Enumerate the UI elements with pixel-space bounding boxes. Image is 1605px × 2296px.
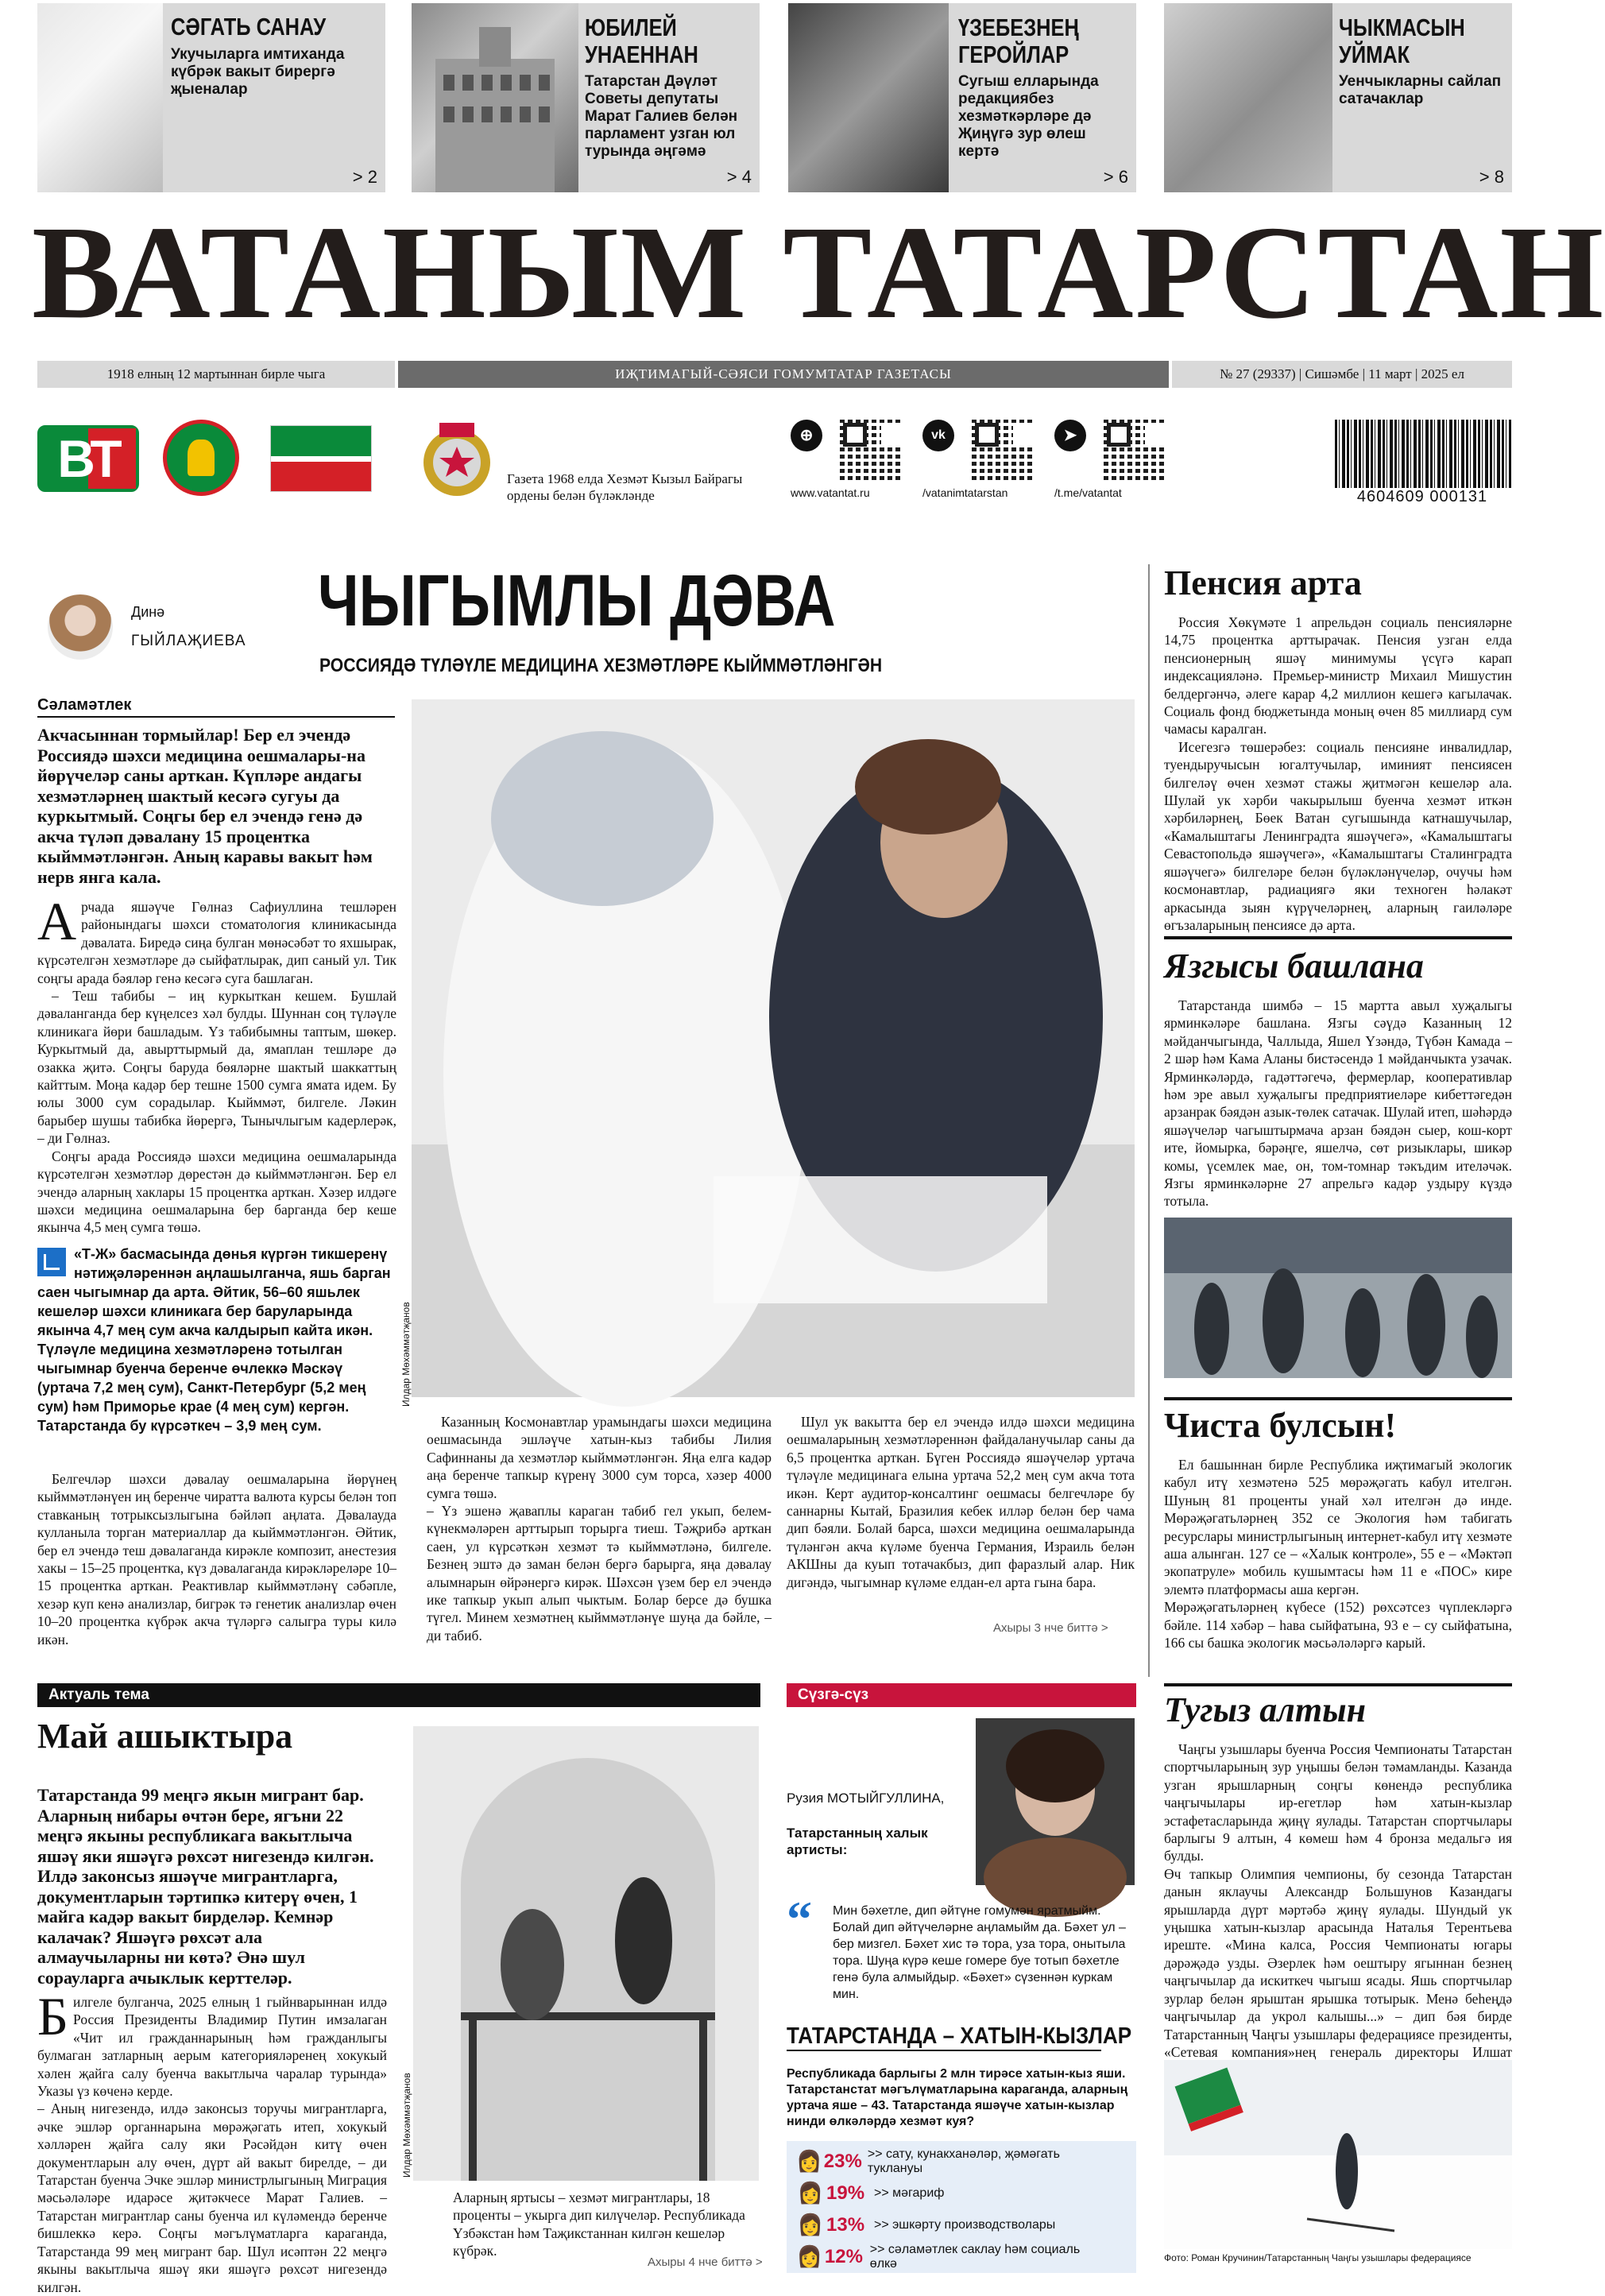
vt-logo[interactable] xyxy=(37,425,139,492)
founded-text: 1918 елның 12 мартыннан бирле чыга xyxy=(37,361,395,388)
stat-label: >> сәламәтлек саклау һәм социаль өлкә xyxy=(869,2243,1081,2271)
barcode-number: 4604609 000131 xyxy=(1328,488,1516,506)
quote-text: Мин бәхетле, дип әйтүне гомумән яратмыйм. Болай дип әйтүчеләрне аңламыйм да. Бәхет ул – бер мизгел. Бәхет хис тә тора, уза тора, онытыла тора. Шуңа күрә кеше гомере буе тотып бәхетле генә була алмыйдыр. «Бәхет» сүзеннән куркам мин. xyxy=(833,1904,1126,2001)
rubric-actual: Актуаль тема xyxy=(37,1683,760,1707)
barcode xyxy=(1335,420,1511,493)
child-photo xyxy=(1164,3,1332,192)
author-first-name: Динә xyxy=(131,604,165,620)
main-body-col2: Казанның Космонавтлар урамындагы шәхси медицина оешмасында эшләүче хатын-кыз табибы Лилия Сафиннаны да хезмәтләр кыйммәтләнгән. Яңа елга кадәр аңа беренче тапкыр күренү 3000 сум торса, хәзер 4000 сумга төшә. – Үз эшенә җаваплы караган табиб гел укып, белем-күнекмәләрен арттырып торырга тиеш. Тәҗрибә арткан саен, ул күрсәткән хезмәт тә кыйммәтләнә, билгеле. Безнең эштә дә заман белән бергә барырга, яңа дәвалау алымнарын өйрәнергә кирәк. Шәхсән үзем бер ел эчендә ике тапкыр укып алып чыктым. Болар берсе дә бушка түгел. Минем хезмәтнең кыйммәтләнүе шуңа да бәйле, – ди табиб. xyxy=(427,1414,772,1644)
divider xyxy=(1164,1683,1512,1686)
women-title: ТАТАРСТАНДА – ХАТЫН-КЫЗЛАР xyxy=(787,2023,1101,2051)
worker-icon: 👩 xyxy=(797,2213,824,2236)
teaser-title: ЧЫКМАСЫН УЙМАК xyxy=(1339,14,1465,68)
migrants-lead: Татарстанда 99 меңгә якын мигрант бар. Аларның нибары өчтән бере, ягъни 22 меңгә якыны республикага вакытлыча яшәү яки яшәүгә рөхсәт нигезендә килгән. Илдә законсыз яшәүче мигрантларга, документларын тәртипкә китерү өчен, 1 майга кадәр вакыт бирделәр. Кемнәр калачак? Яшәүгә рөхсәт ала алмаучыларны ни көтә? Әнә шул сорауларга ачыклык керттеләр. xyxy=(37,1785,374,1988)
web-icon[interactable]: ⊕ xyxy=(791,420,822,451)
main-subhead: РОССИЯДӘ ТҮЛӘҮЛЕ МЕДИЦИНА ХЕЗМӘТЛӘРЕ КЫЙММӘТЛӘНГӘН xyxy=(319,655,883,676)
migrants-caption: Аларның яртысы – хезмәт мигрантлары, 18 проценты – укырга дип килүчеләр. Республикада Үзбәкстан һәм Таҗикстаннан килгән кешеләр күбрәк. xyxy=(453,2190,745,2259)
main-body-col1 xyxy=(37,891,396,1237)
stat-row xyxy=(795,2147,1098,2176)
teaser-2[interactable] xyxy=(412,3,760,192)
teaser-4[interactable] xyxy=(1164,3,1512,192)
stat-label: >> сату, кунакханәләр, җәмәгать туклануы xyxy=(867,2147,1060,2175)
pen-icon xyxy=(37,1248,66,1276)
teacher-icon: 👩 xyxy=(797,2182,824,2205)
body-para: рчада яшәүче Гөлназ Сафиуллина тешләрен районындагы шәхси стоматология клиникасында дәвалата. Биредә сиңа булган мөнәсәбәт то яхшырак, күрсәтелгән хезмәтләре дә сыйфатлырак, дип саный ул. Тик соңгы арада бәяләр генә кесәгә суга башлаган. xyxy=(37,899,396,986)
body-para: илгеле булганча, 2025 елның 1 гыйнварыннан илдә Россия Президенты Владимир Путин имзалаган «Чит ил гражданнарының һәм гражданлыгы булмаган затларның аерым категорияләренең хокукый хәлен җайга салу буенча вакытлыча чаралар турында» Указы үз көченә керде. – Аның нигезендә, илдә законсыз торучы мигрантларга, әчке эшләр органнарына мөрәҗәгать итеп, хокукый хәлләрен җайга салу яки Рәсәйдән китү өчен документларын алу өчен, дүрт ай вакыт бирелде, – ди Татарстан буенча Эчке эшләр министрлыгының Миграция мәсьәләләре идарәсе җитәкчесе Марат Галиев. – Татарстан мигрантлар саны буенча ил күләмендә беренче бишлеккә керә. Соңгы мәгълүматларга караганда, Татарстанда 99 мең мигрант бар. Шул исәптән 22 меңгә якыны вакытлыча яшәү яки яшәүгә рөхсәт нигезендә килгән. xyxy=(37,1994,387,2295)
doctor-icon: 👩 xyxy=(796,2245,823,2268)
migrant-workers-photo xyxy=(413,1726,759,2181)
migrants-continued[interactable]: Ахыры 4 нче биттә > xyxy=(648,2255,763,2269)
vt-logo-letters: ВТ xyxy=(57,429,119,488)
vk-icon[interactable]: vk xyxy=(922,420,954,451)
fair-text: Татарстанда шимбә – 15 мартта авыл хуҗалыгы ярминкәләре башлана. Язгы сәүдә Казанның 12 мәйданчыгында, Чаллыда, Яшел Үзәндә, Түбән Камада – 2 шәр һәм Кама Аланы бистәсендә 1 мәйданчыкта узачак. Ярминкәләрдә, гадәттәгечә, фермерлар, кооперативлар һәм эре авыл хуҗалыгы предприятиеләре кибеттәгедән арзанрак бәядән азык-төлек сатачак. Шулай итеп, шәһәрдә яшәүчеләр чагыштырмача арзан бәядән сыер, кош-корт ите, йомырка, бәрәңге, яшелчә, сөт ризыклары, шикәр комы, үсемлек мае, он, том-томнар тәкъдим ителәчәк. Язгы ярминкәләрне 27 апрельгә кадәр уздыру күздә тотыла. xyxy=(1164,997,1512,1210)
eco-text: Ел башыннан бирле Республика иҗтимагый экологик кабул итү хезмәтенә 525 мөрәҗәгать кабул ителгән. Шуның 81 проценты унай хәл ителгән дә инде. Мөрәҗәгатьләрнең 352 се Экология һәм табигать ресурслары министрлыгының интернет-кабул итү хезмәте аша алынган. 127 се – «Халык контроле», 55 е – «Мәктәп экопатруле» мобиль кушымтасы һәм 11 е «ПОС» кире элемтә платформасы аша кергән. Мөрәҗәгатьләрнең күбесе (152) рөхсәтсез чүплекләргә бәйле. 114 хәбәр – һава сыйфатына, 93 е – су сыйфатына, 166 сы башка экологик мәсьәләләргә карый. xyxy=(1164,1457,1512,1651)
link-telegram[interactable]: /t.me/vatantat xyxy=(1054,486,1122,499)
sport-photo-credit: Фото: Роман Кручинин/Татарстанның Чаңгы узышлары федерациясе xyxy=(1164,2252,1472,2263)
teaser-title: СӘГАТЬ САНАУ xyxy=(171,13,327,41)
award-text: Газета 1968 елда Хезмәт Кызыл Байрагы ордены белән бүләкләнде xyxy=(507,471,743,503)
teacher-photo xyxy=(37,3,163,192)
pension-title: Пенсия арта xyxy=(1164,563,1362,602)
stat-row xyxy=(795,2243,1098,2271)
rubric-quote: Сүзгә-сүз xyxy=(787,1683,1136,1707)
main-body-col1b xyxy=(37,1470,396,1648)
stat-label: >> эшкәрту производстволары xyxy=(874,2218,1056,2232)
teaser-text: Укучыларга имтиханда күбрәк вакыт бирергә җыеналар xyxy=(171,46,345,98)
shop-icon: 👩 xyxy=(796,2150,822,2173)
newspaper-name: ВАТАНЫМ ТАТАРСТАН xyxy=(32,199,1605,347)
telegram-icon[interactable]: ➤ xyxy=(1054,420,1086,451)
stat-row xyxy=(795,2179,1098,2208)
quote-role: Татарстанның халык артисты: xyxy=(787,1826,928,1857)
migrants-photo-credit: Илдар Мөхәммәтҗанов xyxy=(401,2073,412,2178)
order-of-red-banner-icon xyxy=(417,416,497,504)
teaser-page: > 6 xyxy=(1103,167,1128,187)
stat-pct: 13% xyxy=(826,2214,865,2236)
divider xyxy=(1164,1397,1512,1400)
migrants-body xyxy=(37,1986,387,2296)
link-web[interactable]: www.vatantat.ru xyxy=(791,486,870,499)
callout-box xyxy=(37,1245,396,1435)
quote-mark-icon: “ xyxy=(787,1891,812,1947)
newspaper-type: ИҖТИМАГЫЙ-СӘЯСИ ГОМУМТАТАР ГАЗЕТАСЫ xyxy=(398,361,1169,388)
body-para: Исегезгә төшерәбез: социаль пенсияне инвалидлар, туендыручысын югалтучылар, иминият пенсиясен билгеләү өчен хезмәт стажы җитмәгән кешеләр ала. Шулай ук хәрби чакырылыш буенча хезмәт иткән хәрбиләрнең, Бөек Ватан сугышында катнашучылар, «Камалыштагы Ленинградта яшәүчегә», «Камалыштагы Севастопольдә яшәүчегә», «Камалыштагы Сталинградта яшәүчегә» билгеләре белән бүләкләнүчеләр, очучы һәм космонавтлар, радиациягә яки техноген һәлакәт аркасында зыян күрүчеләрнең, аларның гаиләләре өгъзаларының пенсиясе дә арта. xyxy=(1164,738,1512,933)
dropcap: А xyxy=(37,891,77,951)
building-illustration xyxy=(412,3,578,192)
body-para: – Теш табибы – иң куркыткан кешем. Бушлай дәваланганда бер күңелсез хәл булды. Шуннан соң түләүле клиникага йөри башладым. Үз табибымны таптым, шөкер. Куркытмый да, авырттырмый да, ямаплан тешләре дә озакка җитә. Соңгы баруда бөяләрне шактый шаккаттың кайттым. Моңа кадәр бер тешне 1500 сумга ямата идем. Бу юлы 3000 сум сорадылар. Кыйммәт, билгеле. Ләкин барыбер шушы табибка йөрергә, Тынычлыгым кадерлерәк, – ди Гөлназ. xyxy=(37,988,396,1147)
veteran-photo xyxy=(788,3,949,192)
divider xyxy=(1164,936,1512,939)
main-continued[interactable]: Ахыры 3 нче биттә > xyxy=(993,1621,1108,1635)
workers-illustration xyxy=(413,1726,759,2181)
main-body-col3: Шул ук вакытта бер ел эчендә илдә шәхси медицина оешмаларының хезмәтләреннән файдаланучылар саны да 6,5 процентка арткан. Бүген Россиядә яшәүчеләр уртача түләүле медицинага елына уртача 52,2 мең сум акча тота икән. Керт аудитор-консалтинг оешмасы белгечләре бу саннарны Кытай, Бразилия кебек илләр белән бер чама дип бәяли. Болай барса, шәхси медицина оешмаларында түләнгән акча күләме буенча Германия, Израиль белән АКШны да куып тотачакбыз, дип фаразлый алар. Ник дигәндә, чыгымнар күләме елдан-ел арта гына бара. xyxy=(787,1414,1135,1590)
stat-row xyxy=(795,2211,1098,2240)
info-strip xyxy=(37,361,1512,388)
qr-code-telegram[interactable] xyxy=(1104,420,1164,480)
body-para: Соңгы арада Россиядә шәхси медицина оешмаларында күрсәтелгән хезмәтләр дөрестән дә кыйммәтләнгән. Бер ел эчендә аларның хаклары 15 процентка арткан. Хәзер илдәге шәхси медицина оешмаларына бер барганда бер кеше якынча 4,5 мең сумга төшә. xyxy=(37,1148,396,1236)
teaser-page: > 8 xyxy=(1479,167,1504,187)
market-photo xyxy=(1164,1218,1512,1378)
pension-text xyxy=(1164,614,1512,934)
quote-name: Рузия МОТЫЙГУЛЛИНА, xyxy=(787,1791,945,1806)
main-lead: Акчасыннан тормыйлар! Бер ел эчендә Россиядә шәхси медицина оешмалары-на йөрүчеләр саны арткан. Күпләре андагы хезмәтләрнең шактый кесәгә сугуы да куркытмый. Соңгы бер ел эчендә генә дә акча түләп дәвалану 15 процентка кыйммәтләнгән. Аның каравы вакыт һәм нерв янга кала. xyxy=(37,725,373,887)
teaser-text: Сугыш елларында редакциябез хезмәткәрләре дә Җиңүгә зур өлеш кертә xyxy=(958,73,1099,160)
fair-title: Язгысы башлана xyxy=(1164,947,1424,985)
stat-pct: 19% xyxy=(826,2182,865,2204)
teaser-title: ЮБИЛЕЙ УНАЕННАН xyxy=(585,14,698,68)
main-headline: ЧЫГЫМЛЫ ДӘВА xyxy=(318,560,836,641)
skier-illustration xyxy=(1164,2060,1512,2249)
teaser-page: > 4 xyxy=(726,167,752,187)
link-vk[interactable]: /vatanimtatarstan xyxy=(922,486,1008,499)
author-last-name: ГЫЙЛАҖИЕВА xyxy=(131,633,246,649)
teaser-text: Уенчыкларны сайлап сатачаклар xyxy=(1339,73,1502,107)
stat-label: >> мәгариф xyxy=(874,2186,945,2200)
qr-code-vk[interactable] xyxy=(972,420,1032,480)
tatarstan-emblem-icon xyxy=(163,420,239,496)
migrants-title: Май ашыктыра xyxy=(37,1717,293,1756)
teaser-text: Татарстан Дәүләт Советы депутаты Марат Галиев белән парламент узган юл турында әңгәмә xyxy=(585,73,738,160)
doctor-patient-photo xyxy=(412,699,1135,1397)
stat-pct: 12% xyxy=(824,2246,863,2267)
market-illustration xyxy=(1164,1218,1512,1378)
teaser-page: > 2 xyxy=(352,167,377,187)
author-avatar xyxy=(48,594,113,660)
skier-photo xyxy=(1164,2060,1512,2249)
photo-illustration xyxy=(412,699,1135,1397)
stat-pct: 23% xyxy=(823,2151,862,2172)
tatarstan-flag-icon xyxy=(270,425,372,492)
rubric-health: Сәламәтлек xyxy=(37,696,395,718)
qr-code-web[interactable] xyxy=(840,420,900,480)
body-para: Белгечләр шәхси дәвалау оешмаларына йөрүнең кыйммәтләнүен иң беренче чиратта валюта курсы белән топ ставканың тотрыксызлыгына бәйләп аңлата. Дәвалауда кулланыла торган материаллар да кыйммәтләнгән. Әйтик, бер ел эчендә теш дәвалаганда кирәкле композит, анестезия хакы – 15–25 процентка, күз дәвалаганда кирәкләреләре 10–15 процентка арткан. Реактивлар кыйммәтләнү сәбәпле, хезәр куп кенә анализлар, бигрәк тә генетик анализлар өчен 10–20 процентка күбрәк акча түләргә салыгра туры килә икән. xyxy=(37,1471,396,1647)
parliament-building-photo xyxy=(412,3,578,192)
eco-title: Чиста булсын! xyxy=(1164,1406,1397,1445)
callout-text: «Т-Ж» басмасында дөнья күргән тикшеренү нәтиҗәләреннән аңлашылганча, яшь барган саен чыгымнар да арта. Әйтик, 56–60 яшьлек кешеләр шәхси клиникага бер баруларында якынча 4,7 мең сум акча калдырып кайта икән. Түләүле медицина хезмәтләренә тотылган чыгымнар буенча беренче өчлеккә Мәскәү (уртача 7,2 мең сум), Санкт-Петербург (5,2 мең сум) һәм Приморье крае (4 мең сум) кергән. Татарстанда бу күрсәткеч – 3,9 мең сум. xyxy=(37,1246,391,1434)
column-rule xyxy=(1148,564,1150,1677)
teaser-title: ҮЗЕБЕЗНЕҢ ГЕРОЙЛАР xyxy=(958,14,1079,68)
body-para: Россия Хөкүмәте 1 апрельдән социаль пенсияләрне 14,75 процентка арттырачак. Пенсия узган елда пенсионерның яшәү минимумы үсүгә карап индексацияләнә. Премьер-министр Михаил Мишустин белдергәнчә, әлеге карар 4,2 миллион кешегә кагылачак. Социаль фонд бюджетында моның өчен 85 миллиард сум чамасы каралган. xyxy=(1164,614,1512,738)
women-lead: Республикада барлыгы 2 млн тирәсе хатын-кыз яши. Татарстанстат мәгълүматларына караганда, аларның уртача яше – 43. Татарстанда яшәүче хатын-кызлар нинди өлкәләрдә хезмәт куя? xyxy=(787,2067,1128,2128)
sport-title: Тугыз алтын xyxy=(1164,1690,1367,1729)
teaser-3[interactable] xyxy=(788,3,1136,192)
dropcap: Б xyxy=(37,1986,69,2046)
issue-info: № 27 (29337) | Сишәмбе | 11 март | 2025 ел xyxy=(1172,361,1512,388)
photo-credit: Илдар Мөхәммәтҗанов xyxy=(400,1302,412,1407)
sport-text: Чаңгы узышлары буенча Россия Чемпионаты Татарстан спортчыларының зур уңышы белән тәмамланды. Казанда узган ярышларның соңгы көнендә республика чаңгычылары ир-егетләр һәм хатын-кызлар эстафетасларында җиңү яулады. Татарстан спортчылары барлыгы 9 алтын, 4 көмеш һәм 4 бронза медальгә ия булды. Өч тапкыр Олимпия чемпионы, бу сезонда Татарстан данын яклаучы Александр Большунов Казандагы ярышларда дүрт мәртәбә җиңү яулады. Шундый ук уңышка хатын-кызлар арасында Наталья Терентьева иреште. «Мина калса, Россия Чемпионаты югары дәрәҗәдә узды. Әзерлек һәм оештыру ягыннан безнең чаңгычылар да искиткеч чыгыш ясады. Яшь спортчылар зурлар белән ярыштан ярышка тотырык. Менә беһеңдә чаңгычылар да укрол калышы...» – дип бәя бирде Татарстанның Чаңгы узышлары федерациясе президенты, «Сетевая компания»нең генераль директоры Илшат xyxy=(1164,1741,1512,2060)
teaser-1[interactable] xyxy=(37,3,385,192)
singer-photo xyxy=(976,1718,1135,1885)
